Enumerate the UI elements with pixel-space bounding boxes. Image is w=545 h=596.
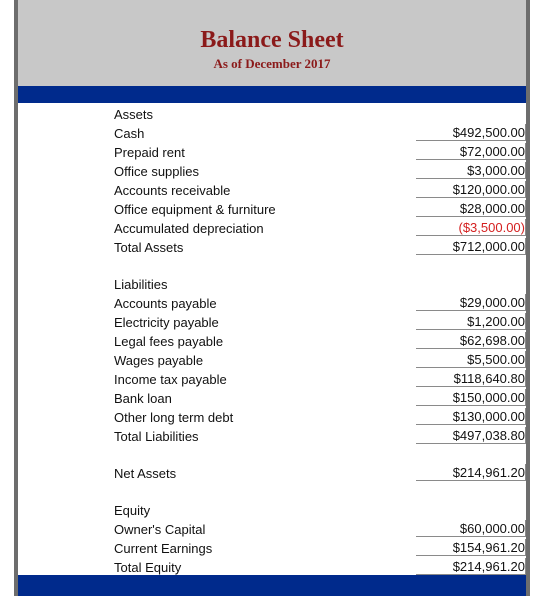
table-row xyxy=(18,313,526,332)
row-label: Wages payable xyxy=(114,353,204,368)
sheet-right-border xyxy=(526,0,530,596)
table-row xyxy=(18,124,526,143)
total-row xyxy=(18,427,526,446)
sheet-body xyxy=(18,103,526,575)
row-label: Office equipment & furniture xyxy=(114,202,276,217)
table-row xyxy=(18,539,526,558)
row-label: Current Earnings xyxy=(114,541,213,556)
row-value: $3,000.00 xyxy=(416,162,526,179)
row-value: $154,961.20 xyxy=(416,539,526,556)
table-row xyxy=(18,370,526,389)
row-label: Income tax payable xyxy=(114,372,227,387)
section-heading-row xyxy=(18,275,526,294)
sheet-title: Balance Sheet xyxy=(200,27,344,53)
table-row xyxy=(18,520,526,539)
table-row xyxy=(18,408,526,427)
table-row xyxy=(18,332,526,351)
table-row xyxy=(18,200,526,219)
row-value: $1,200.00 xyxy=(416,313,526,330)
footer-band xyxy=(18,575,526,596)
total-assets-label: Total Assets xyxy=(114,240,184,255)
sheet-header xyxy=(18,0,526,86)
row-value: $72,000.00 xyxy=(416,143,526,160)
row-value: $5,500.00 xyxy=(416,351,526,368)
row-value: $150,000.00 xyxy=(416,389,526,406)
row-value: $120,000.00 xyxy=(416,181,526,198)
total-equity-value: $214,961.20 xyxy=(416,558,526,575)
row-label: Other long term debt xyxy=(114,410,234,425)
table-row xyxy=(18,181,526,200)
row-label: Accumulated depreciation xyxy=(114,221,264,236)
row-label: Owner's Capital xyxy=(114,522,206,537)
row-label: Bank loan xyxy=(114,391,172,406)
total-liabilities-value: $497,038.80 xyxy=(416,427,526,444)
table-row xyxy=(18,143,526,162)
net-assets-label: Net Assets xyxy=(114,466,177,481)
row-value: $28,000.00 xyxy=(416,200,526,217)
row-value: $62,698.00 xyxy=(416,332,526,349)
section-heading-row xyxy=(18,105,526,124)
negative-row-value: ($3,500.00) xyxy=(416,219,526,236)
header-band xyxy=(18,86,526,103)
table-row xyxy=(18,219,526,238)
table-row xyxy=(18,389,526,408)
total-row xyxy=(18,238,526,257)
row-label: Cash xyxy=(114,126,145,141)
table-row xyxy=(18,162,526,181)
row-value: $60,000.00 xyxy=(416,520,526,537)
row-value: $492,500.00 xyxy=(416,124,526,141)
row-value: $29,000.00 xyxy=(416,294,526,311)
section-heading-row xyxy=(18,501,526,520)
sheet-subtitle: As of December 2017 xyxy=(213,56,331,71)
row-label: Electricity payable xyxy=(114,315,219,330)
table-row xyxy=(18,351,526,370)
total-liabilities-label: Total Liabilities xyxy=(114,429,199,444)
row-label: Accounts receivable xyxy=(114,183,231,198)
assets-heading: Assets xyxy=(114,107,154,122)
row-value: $118,640.80 xyxy=(416,370,526,387)
row-value: $130,000.00 xyxy=(416,408,526,425)
row-label: Legal fees payable xyxy=(114,334,224,349)
net-assets-row xyxy=(18,464,526,483)
liabilities-heading: Liabilities xyxy=(114,277,168,292)
row-label: Office supplies xyxy=(114,164,200,179)
row-label: Prepaid rent xyxy=(114,145,185,160)
row-label: Accounts payable xyxy=(114,296,217,311)
total-assets-value: $712,000.00 xyxy=(416,238,526,255)
total-equity-label: Total Equity xyxy=(114,560,182,575)
table-row xyxy=(18,294,526,313)
equity-heading: Equity xyxy=(114,503,151,518)
net-assets-value: $214,961.20 xyxy=(416,464,526,481)
